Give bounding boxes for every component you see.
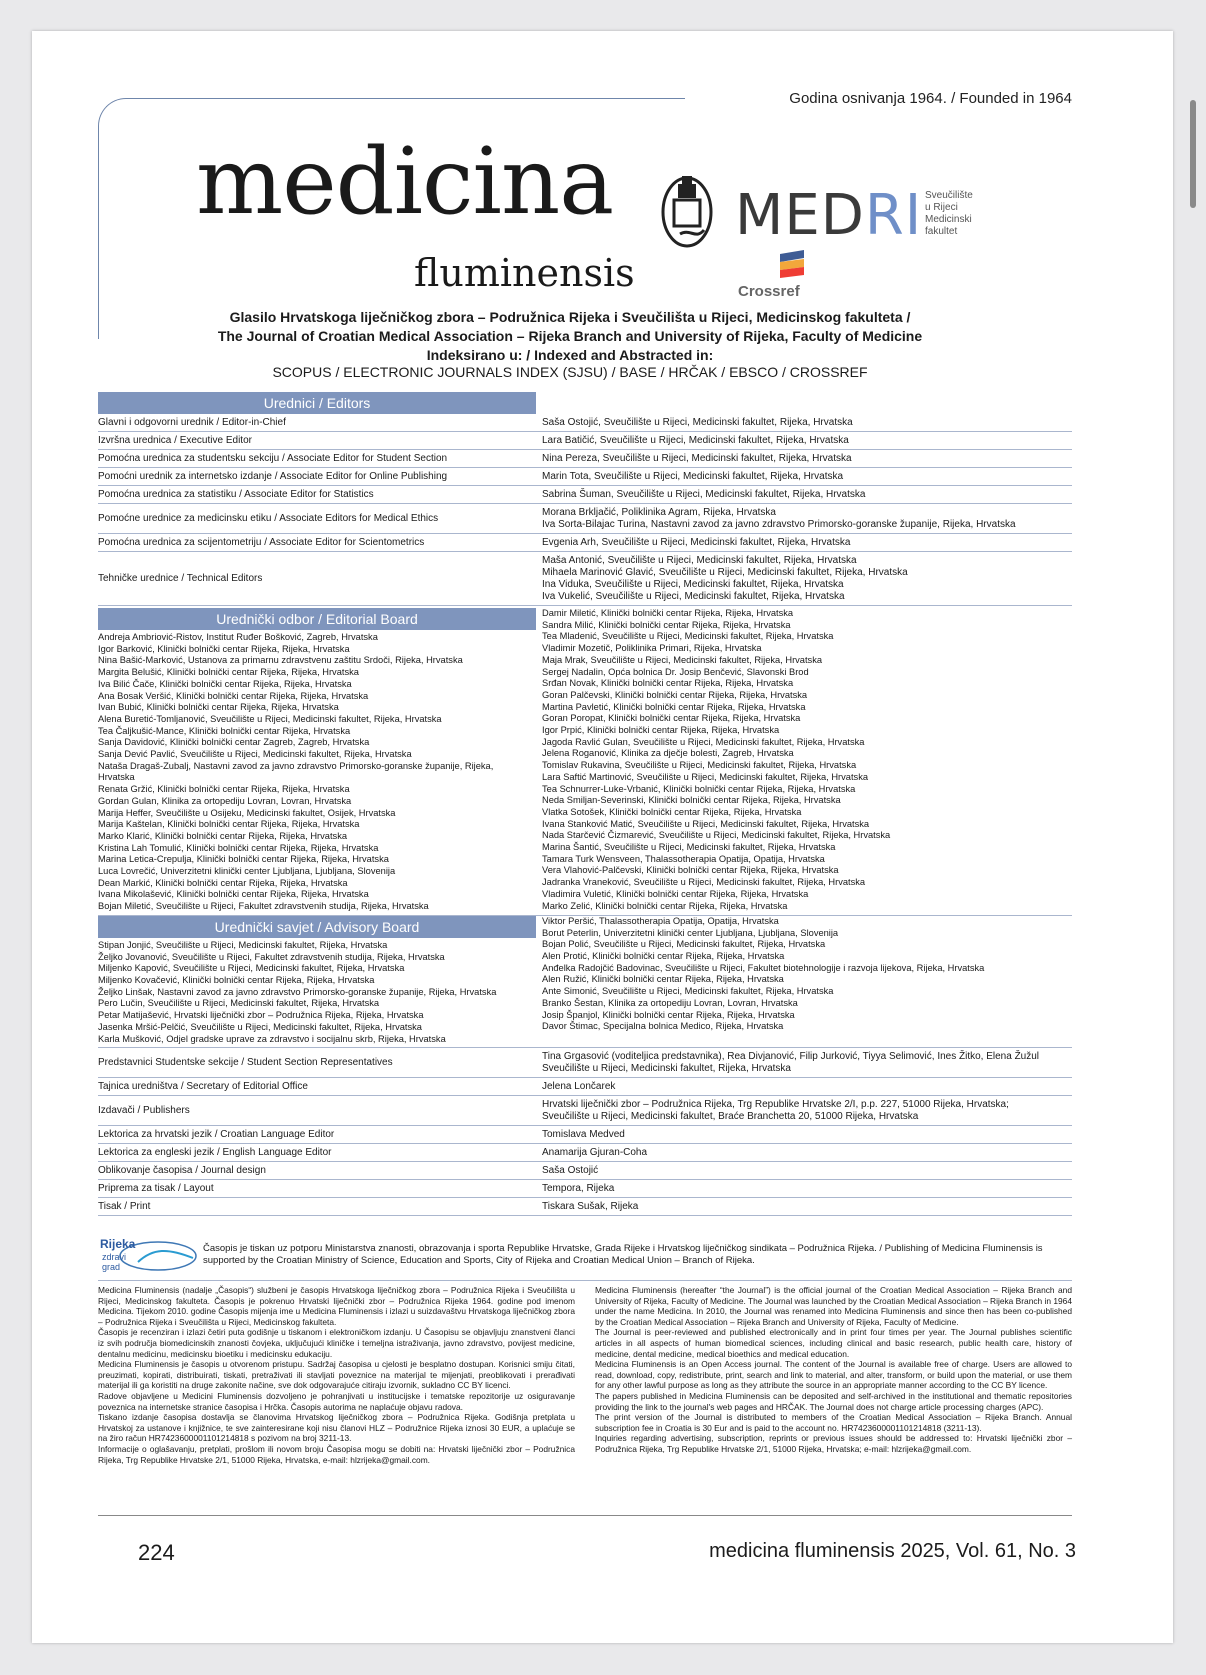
person-entry: Tiskara Sušak, Rijeka <box>542 1201 639 1213</box>
list-item: Jasenka Mršić-Pelčić, Sveučilište u Rijeci, Medicinski fakultet, Rijeka, Hrvatska <box>98 1021 422 1032</box>
person-entry: Maša Antonić, Sveučilište u Rijeci, Medicinski fakultet, Rijeka, Hrvatska <box>542 555 857 566</box>
list-item: Nada Starčević Čizmarević, Sveučilište u Rijeci, Medicinski fakultet, Rijeka, Hrvatska <box>542 830 891 841</box>
advisory-board-heading: Urednički savjet / Advisory Board <box>98 916 536 938</box>
rule <box>98 1280 1072 1281</box>
role-names <box>536 1078 1072 1095</box>
person-entry: Iva Vukelić, Sveučilište u Rijeci, Medicinski fakultet, Rijeka, Hrvatska <box>542 591 845 602</box>
list-item: Viktor Peršić, Thalassotherapia Opatija, Opatija, Hrvatska <box>542 915 779 926</box>
list-item: Sergej Nadalin, Opća bolnica Dr. Josip Benčević, Slavonski Brod <box>542 666 809 677</box>
list-item: Miljenko Kapović, Sveučilište u Rijeci, Medicinski fakultet, Rijeka, Hrvatska <box>98 963 405 974</box>
editors-heading: Urednici / Editors <box>98 392 536 414</box>
list-item: Marija Kaštelan, Klinički bolnički centar Rijeka, Rijeka, Hrvatska <box>98 819 360 830</box>
table-row <box>98 1096 1072 1126</box>
table-row <box>98 1144 1072 1162</box>
role-names <box>536 1144 1072 1161</box>
role-label: Tehničke urednice / Technical Editors <box>98 573 263 584</box>
medri-logo: MEDRI <box>735 183 923 248</box>
role-label: Pomoćna urednica za statistiku / Associate Editor for Statistics <box>98 489 374 500</box>
list-item: Sanja Dević Pavlić, Sveučilište u Rijeci, Medicinski fakultet, Rijeka, Hrvatska <box>98 749 412 760</box>
issue-citation: medicina fluminensis 2025, Vol. 61, No. 3 <box>709 1540 1076 1562</box>
role-names <box>536 534 1072 551</box>
editorial-table <box>98 392 1072 1216</box>
list-item: Vladimira Vuletić, Klinički bolnički centar Rijeka, Rijeka, Hrvatska <box>542 888 809 899</box>
person-entry: Hrvatski liječnički zbor – Podružnica Rijeka, Trg Republike Hrvatske 2/I, p.p. 227, 51000 Rijeka, Hrvatska; <box>542 1099 1009 1111</box>
table-row <box>98 450 1072 468</box>
about-croatian <box>98 1285 575 1465</box>
university-emblem-icon <box>660 170 714 248</box>
role-names <box>536 1096 1072 1125</box>
list-item: Tea Čaljkušić-Mance, Klinički bolnički centar Rijeka, Hrvatska <box>98 725 351 736</box>
role-names <box>536 1198 1072 1215</box>
role-names <box>536 432 1072 449</box>
person-entry: Lara Batičić, Sveučilište u Rijeci, Medicinski fakultet, Rijeka, Hrvatska <box>542 435 849 446</box>
list-item: Marko Klarić, Klinički bolnički centar Rijeka, Rijeka, Hrvatska <box>98 830 348 841</box>
list-item: Marina Šantić, Sveučilište u Rijeci, Medicinski fakultet, Rijeka, Hrvatska <box>542 842 836 853</box>
role-label: Glavni i odgovorni urednik / Editor-in-Chief <box>98 417 286 428</box>
list-item: Hrvatska <box>98 772 135 783</box>
table-row <box>98 1126 1072 1144</box>
person-entry: Tomislava Medved <box>542 1129 625 1141</box>
list-item: Lara Saftić Martinović, Sveučilište u Rijeci, Medicinski fakultet, Rijeka, Hrvatska <box>542 771 869 782</box>
table-row <box>98 1180 1072 1198</box>
person-entry: Mihaela Marinović Glavić, Sveučilište u Rijeci, Medicinski fakultet, Rijeka, Hrvatska <box>542 567 908 578</box>
list-item: Luca Lovrečić, Univerzitetni klinički center Ljubljana, Ljubljana, Slovenija <box>98 866 396 877</box>
role-names <box>536 1048 1072 1077</box>
list-item: Jagoda Ravlić Gulan, Sveučilište u Rijeci, Medicinski fakultet, Rijeka, Hrvatska <box>542 736 865 747</box>
crossref-icon <box>778 250 808 280</box>
founded-label: Godina osnivanja 1964. / Founded in 1964 <box>789 90 1072 107</box>
role-label: Pomoćne urednice za medicinsku etiku / Associate Editors for Medical Ethics <box>98 513 439 524</box>
list-item: Andreja Ambriović-Ristov, Institut Ruđer Bošković, Zagreb, Hrvatska <box>98 632 378 642</box>
role-names <box>536 468 1072 485</box>
person-entry: Nina Pereza, Sveučilište u Rijeci, Medicinski fakultet, Rijeka, Hrvatska <box>542 453 852 464</box>
paragraph: Medicina Fluminensis (nadalje „Časopis“) službeni je časopis Hrvatskoga liječničkog zbora – Podružnica Rijeka i Sveučilišta u Rijeci, Medicinskog fakulteta. Časopis je pokrenuo Hrvatski liječnički zbor – Podružnica Rijeka 1964. godine pod imenom Medicina. Tijekom 2010. godine Časopis mijenja ime u Medicina Fluminensis i izlazi u suizdavaštvu Hrvatskoga liječničkog zbora – Podružnica Rijeka i Sveučilišta u Rijeci, Medicinskog fakulteta. <box>98 1285 575 1327</box>
list-item: Tomislav Rukavina, Sveučilište u Rijeci, Medicinski fakultet, Rijeka, Hrvatska <box>542 760 857 771</box>
role-names <box>536 450 1072 467</box>
list-item: Iva Bilić Čače, Klinički bolnički centar Rijeka, Rijeka, Hrvatska <box>98 678 352 689</box>
table-row <box>98 486 1072 504</box>
list-item: Jelena Roganović, Klinika za dječje bolesti, Zagreb, Hrvatska <box>542 748 794 759</box>
indexed-list: SCOPUS / ELECTRONIC JOURNALS INDEX (SJSU) / BASE / HRČAK / EBSCO / CROSSREF <box>272 364 868 380</box>
person-entry: Morana Brkljačić, Poliklinika Agram, Rijeka, Hrvatska <box>542 507 776 518</box>
table-row <box>98 468 1072 486</box>
list-item: Stipan Jonjić, Sveučilište u Rijeci, Medicinski fakultet, Rijeka, Hrvatska <box>98 939 388 950</box>
list-item: Bojan Miletić, Sveučilište u Rijeci, Fakultet zdravstvenih studija, Rijeka, Hrvatska <box>98 901 429 912</box>
list-item: Marija Heffer, Sveučilište u Osijeku, Medicinski fakultet, Osijek, Hrvatska <box>98 807 396 818</box>
person-entry: Tempora, Rijeka <box>542 1183 615 1195</box>
person-entry: Marin Tota, Sveučilište u Rijeci, Medicinski fakultet, Rijeka, Hrvatska <box>542 471 844 482</box>
list-item: Dean Markić, Klinički bolnički centar Rijeka, Rijeka, Hrvatska <box>98 877 348 888</box>
list-item: Ivana Stanković Matić, Sveučilište u Rijeci, Medicinski fakultet, Rijeka, Hrvatska <box>542 818 870 829</box>
role-names <box>536 486 1072 503</box>
person-entry: Anamarija Gjuran-Coha <box>542 1147 648 1159</box>
list-item: Tea Schnurrer-Luke-Vrbanić, Klinički bolnički centar Rijeka, Rijeka, Hrvatska <box>542 783 856 794</box>
role-label: Pomoćna urednica za scijentometriju / Associate Editor for Scientometrics <box>98 537 425 548</box>
role-label: Predstavnici Studentske sekcije / Student Section Representatives <box>98 1057 393 1069</box>
role-label: Izvršna urednica / Executive Editor <box>98 435 252 446</box>
list-item: Petar Matijašević, Hrvatski liječnički zbor – Podružnica Rijeka, Rijeka, Hrvatska <box>98 1010 424 1021</box>
person-entry: Jelena Lončarek <box>542 1081 616 1093</box>
list-item: Anđelka Radojčić Badovinac, Sveučilište u Rijeci, Fakultet biotehnologije i razvoja lijekova, Rijeka, Hrvatska <box>542 962 985 973</box>
person-entry: Sabrina Šuman, Sveučilište u Rijeci, Medicinski fakultet, Rijeka, Hrvatska <box>542 489 866 500</box>
role-label: Pomoćni urednik za internetsko izdanje / Associate Editor for Online Publishing <box>98 471 448 482</box>
advisory-board <box>98 916 1072 1045</box>
role-names <box>536 552 1072 605</box>
scrollbar-thumb[interactable] <box>1190 100 1196 208</box>
list-item: Borut Peterlin, Univerzitetni klinički center Ljubljana, Ljubljana, Slovenija <box>542 927 839 938</box>
list-item: Kristina Lah Tomulić, Klinički bolnički centar Rijeka, Rijeka, Hrvatska <box>98 842 379 853</box>
table-row <box>98 414 1072 432</box>
list-item: Tamara Turk Wensveen, Thalassotherapia Opatija, Opatija, Hrvatska <box>542 853 825 864</box>
role-names <box>536 1180 1072 1197</box>
list-item: Maja Mrak, Sveučilište u Rijeci, Medicinski fakultet, Rijeka, Hrvatska <box>542 654 823 665</box>
list-item: Goran Poropat, Klinički bolnički centar Rijeka, Rijeka, Hrvatska <box>542 713 801 724</box>
about-section <box>98 1285 1072 1465</box>
paragraph: The Journal is peer-reviewed and published electronically and in print four times per year. The Journal publishes scientific articles in all aspects of human biomedical sciences, including clinical and basic research, public health care, history of medicine, dental medicine, medical bioethics and medical education. <box>595 1327 1072 1359</box>
list-item: Igor Barković, Klinički bolnički centar Rijeka, Rijeka, Hrvatska <box>98 643 350 654</box>
list-item: Jadranka Vraneković, Sveučilište u Rijeci, Medicinski fakultet, Rijeka, Hrvatska <box>542 877 866 888</box>
list-item: Željko Linšak, Nastavni zavod za javno zdravstvo Primorsko-goranske županije, Rijeka, Hrvatska <box>98 986 497 997</box>
list-item: Marina Letica-Crepulja, Klinički bolnički centar Rijeka, Rijeka, Hrvatska <box>98 854 389 865</box>
svg-text:zdravi: zdravi <box>102 1252 127 1262</box>
list-item: Martina Pavletić, Klinički bolnički centar Rijeka, Rijeka, Hrvatska <box>542 701 806 712</box>
paragraph: Informacije o oglašavanju, pretplati, prošlom ili novom broju Časopisa mogu se dobiti na: Hrvatski liječnički zbor – Podružnica Rijeka, Trg Republike Hrvatske 2/1, 51000 Rijeka, Hrvatska, e-mail: hlzrijeka@gmail.com. <box>98 1443 575 1465</box>
list-item: Neda Smiljan-Severinski, Klinički bolnički centar Rijeka, Rijeka, Hrvatska <box>542 795 841 806</box>
indexed-heading: Indeksirano u: / Indexed and Abstracted in: <box>426 347 714 363</box>
person-entry: Ina Viduka, Sveučilište u Rijeci, Medicinski fakultet, Rijeka, Hrvatska <box>542 579 844 590</box>
crossref-label: Crossref <box>738 283 800 300</box>
table-row <box>98 504 1072 534</box>
list-item: Vlatka Sotošek, Klinički bolnički centar Rijeka, Rijeka, Hrvatska <box>542 806 802 817</box>
editorial-board-heading: Urednički odbor / Editorial Board <box>98 608 536 630</box>
role-label: Izdavači / Publishers <box>98 1105 190 1117</box>
staff-list <box>98 1048 1072 1216</box>
editorial-board-right <box>536 608 1072 913</box>
role-names <box>536 1162 1072 1179</box>
table-row <box>98 1162 1072 1180</box>
table-row <box>98 1078 1072 1096</box>
list-item: Željko Jovanović, Sveučilište u Rijeci, Fakultet zdravstvenih studija, Rijeka, Hrvatska <box>98 951 445 962</box>
journal-affiliation-en: The Journal of Croatian Medical Association – Rijeka Branch and University of Rijeka, Faculty of Medicine <box>217 328 923 344</box>
person-entry: Sveučilište u Rijeci, Medicinski fakultet, Rijeka, Hrvatska <box>542 1063 791 1075</box>
role-label: Tisak / Print <box>98 1201 151 1213</box>
list-item: Margita Belušić, Klinički bolnički centar Rijeka, Rijeka, Hrvatska <box>98 667 359 678</box>
journal-title-main: medicina <box>196 128 614 235</box>
person-entry: Iva Sorta-Bilajac Turina, Nastavni zavod za javno zdravstvo Primorsko-goranske županije, Rijeka, Hrvatska <box>542 519 1016 530</box>
person-entry: Sveučilište u Rijeci, Medicinski fakultet, Braće Branchetta 20, 51000 Rijeka, Hrvatska <box>542 1111 919 1123</box>
university-subtitle: Sveučilište u Rijeci Medicinski fakultet <box>925 190 973 237</box>
list-item: Alen Protić, Klinički bolnički centar Rijeka, Rijeka, Hrvatska <box>542 950 785 961</box>
header-frame-top <box>225 98 685 99</box>
paragraph: The print version of the Journal is distributed to members of the Croatian Medical Association – Rijeka Branch. Annual subscription fee in Croatia is 30 Eur and is paid to the account no. HR7423600001101214818 (3211-13). <box>595 1412 1072 1433</box>
list-item: Ante Simonić, Sveučilište u Rijeci, Medicinski fakultet, Rijeka, Hrvatska <box>542 986 834 997</box>
list-item: Miljenko Kovačević, Klinički bolnički centar Rijeka, Rijeka, Hrvatska <box>98 974 375 985</box>
paragraph: Inquiries regarding advertising, subscription, reprints or previous issues should be addressed to: Hrvatski liječnički zbor – Podružnica Rijeka, Trg Republike Hrvatske 2/1, 51000 Rijeka, Hrvatska; e-mail: hlzrijeka@gmail.com. <box>595 1433 1072 1454</box>
person-entry: Saša Ostojić, Sveučilište u Rijeci, Medicinski fakultet, Rijeka, Hrvatska <box>542 417 853 428</box>
list-item: Bojan Polić, Sveučilište u Rijeci, Medicinski fakultet, Rijeka, Hrvatska <box>542 939 826 950</box>
rule <box>98 1515 1072 1516</box>
list-item: Tea Mladenić, Sveučilište u Rijeci, Medicinski fakultet, Rijeka, Hrvatska <box>542 631 834 642</box>
role-label: Lektorica za engleski jezik / English Language Editor <box>98 1147 332 1159</box>
role-names <box>536 414 1072 431</box>
editorial-board-left <box>98 632 536 913</box>
list-item: Goran Palčevski, Klinički bolnički centar Rijeka, Rijeka, Hrvatska <box>542 689 808 700</box>
list-item: Nina Bašić-Marković, Ustanova za primarnu zdravstvenu zaštitu Srdoči, Rijeka, Hrvatska <box>98 655 463 666</box>
paragraph: Radove objavljene u Medicini Fluminensis dozvoljeno je pohranjivati u institucijske i tematske repozitorije uz osiguravanje poveznica na internetske stranice časopisa i Hrčka. Časopis autorima ne naplaćuje objavu radova. <box>98 1390 575 1412</box>
list-item: Srđan Novak, Klinički bolnički centar Rijeka, Rijeka, Hrvatska <box>542 678 794 689</box>
editorial-board <box>98 608 1072 913</box>
list-item: Damir Miletić, Klinički bolnički centar Rijeka, Rijeka, Hrvatska <box>542 608 794 618</box>
table-row <box>98 1048 1072 1078</box>
paragraph: Medicina Fluminensis je časopis u otvorenom pristupu. Sadržaj časopisa u cjelosti je besplatno dostupan. Korisnici smiju čitati, preuzimati, kopirati, distribuirati, tiskati, pretraživati ili stavljati poveznice na materijal te mijenjati, preoblikovati i prerađivati materijal ili ga koristiti na druge zakonite načine, sve dok odgovarajuće citiraju izvornik, sukladno CC BY licenci. <box>98 1359 575 1391</box>
role-names <box>536 1126 1072 1143</box>
person-entry: Saša Ostojić <box>542 1165 599 1177</box>
sponsor-block <box>98 1236 1072 1274</box>
role-label: Priprema za tisak / Layout <box>98 1183 214 1195</box>
list-item: Marko Zelić, Klinički bolnički centar Rijeka, Rijeka, Hrvatska <box>542 900 788 911</box>
advisory-board-left <box>98 940 536 1045</box>
list-item: Alen Ružić, Klinički bolnički centar Rijeka, Rijeka, Hrvatska <box>542 974 784 985</box>
list-item: Ivan Bubić, Klinički bolnički centar Rijeka, Rijeka, Hrvatska <box>98 702 339 713</box>
list-item: Sanja Davidović, Klinički bolnički centar Zagreb, Zagreb, Hrvatska <box>98 737 370 748</box>
paragraph: Medicina Fluminensis (hereafter “the Journal”) is the official journal of the Croatian Medical Association – Rijeka Branch and University of Rijeka, Faculty of Medicine. The Journal was launched by the Croatian Medical Association – Rijeka Branch in 1964 under the name Medicina. In 2010, the Journal was renamed into Medicina Fluminensis and since then has been co-published by the Croatian Medical Association – Rijeka Branch and University of Rijeka, Faculty of Medicine. <box>595 1285 1072 1327</box>
svg-text:Rijeka: Rijeka <box>100 1237 136 1251</box>
list-item: Ivana Mikolašević, Klinički bolnički centar Rijeka, Rijeka, Hrvatska <box>98 889 369 900</box>
list-item: Gordan Gulan, Klinika za ortopediju Lovran, Lovran, Hrvatska <box>98 795 352 806</box>
advisory-board-right <box>536 916 1072 1045</box>
person-entry: Evgenia Arh, Sveučilište u Rijeci, Medicinski fakultet, Rijeka, Hrvatska <box>542 537 851 548</box>
journal-title-sub: fluminensis <box>414 251 635 295</box>
list-item: Renata Gržić, Klinički bolnički centar Rijeka, Rijeka, Hrvatska <box>98 784 350 795</box>
list-item: Ana Bosak Veršić, Klinički bolnički centar Rijeka, Rijeka, Hrvatska <box>98 690 369 701</box>
role-label: Oblikovanje časopisa / Journal design <box>98 1165 266 1177</box>
list-item: Nataša Dragaš-Zubalj, Nastavni zavod za javno zdravstvo Primorsko-goranske županije, Rijeka, <box>98 760 494 771</box>
person-entry: Tina Grgasović (voditeljica predstavnika), Rea Divjanović, Filip Jurković, Tiyya Selimović, Ines Žitko, Elena Žužul <box>542 1051 1040 1063</box>
role-label: Lektorica za hrvatski jezik / Croatian Language Editor <box>98 1129 335 1141</box>
list-item: Karla Mušković, Odjel gradske uprave za zdravstvo i socijalnu skrb, Rijeka, Hrvatska <box>98 1033 446 1044</box>
table-row <box>98 432 1072 450</box>
role-names <box>536 504 1072 533</box>
role-label: Pomoćna urednica za studentsku sekciju / Associate Editor for Student Section <box>98 453 448 464</box>
paragraph: Časopis je recenziran i izlazi četiri puta godišnje u tiskanom i elektroničkom izdanju. U Časopisu se objavljuju znanstveni članci iz svih područja biomedicinskih znanosti čovjeka, uključujući kliničke i temeljna istraživanja, javno zdravstvo, povijest medicine, dentalnu medicinu, medicinsku bioetiku i medicinsku edukaciju. <box>98 1327 575 1359</box>
journal-affiliation-hr: Glasilo Hrvatskoga liječničkog zbora – Podružnica Rijeka i Sveučilišta u Rijeci, Medicinskog fakulteta / <box>229 309 911 325</box>
list-item: Igor Prpić, Klinički bolnički centar Rijeka, Rijeka, Hrvatska <box>542 725 780 736</box>
list-item: Davor Štimac, Specijalna bolnica Medico, Rijeka, Hrvatska <box>542 1021 784 1032</box>
paragraph: Medicina Fluminensis is an Open Access journal. The content of the Journal is available free of charge. Users are allowed to read, download, copy, redistribute, print, search and link to material, and alter, transform, or build upon the material, or use them for any other lawful purpose as long as they attribute the source in an appropriate manner according to the CC BY licence. <box>595 1359 1072 1391</box>
list-item: Alena Buretić-Tomljanović, Sveučilište u Rijeci, Medicinski fakultet, Rijeka, Hrvatska <box>98 713 442 724</box>
paragraph: Tiskano izdanje časopisa dostavlja se članovima Hrvatskog liječničkog zbora – Podružnica Rijeka. Godišnja pretplata u Hrvatskoj za ustanove i knjižnice, te sve zainteresirane koji nisu članovi HLZ – Podružnice Rijeka iznosi 30 EUR, a uplaćuje se na žiro račun HR7423600001101214818 s pozivom na broj 3211-13. <box>98 1412 575 1444</box>
about-english <box>595 1285 1072 1465</box>
list-item: Vladimir Mozetič, Poliklinika Primari, Rijeka, Hrvatska <box>542 643 762 654</box>
list-item: Branko Šestan, Klinika za ortopediju Lovran, Lovran, Hrvatska <box>542 997 798 1008</box>
svg-text:grad: grad <box>102 1262 121 1272</box>
list-item: Sandra Milić, Klinički bolnički centar Rijeka, Rijeka, Hrvatska <box>542 619 791 630</box>
rijeka-healthy-city-logo <box>98 1236 198 1274</box>
paragraph: The papers published in Medicina Fluminensis can be deposited and self-archived in the institutional and thematic repositories providing the link to the journal's web pages and HRČAK. The Journal does not charge article processing charges (APC). <box>595 1390 1072 1412</box>
list-item: Pero Lučin, Sveučilište u Rijeci, Medicinski fakultet, Rijeka, Hrvatska <box>98 998 380 1009</box>
list-item: Vera Vlahović-Palčevski, Klinički bolnički centar Rijeka, Rijeka, Hrvatska <box>542 865 839 876</box>
table-row <box>98 1198 1072 1216</box>
editors-list <box>98 414 1072 606</box>
table-row <box>98 552 1072 606</box>
table-row <box>98 534 1072 552</box>
role-label: Tajnica uredništva / Secretary of Editorial Office <box>98 1081 308 1093</box>
sponsor-text: Časopis je tiskan uz potporu Ministarstva znanosti, obrazovanja i sporta Republike Hrvatske, Grada Rijeke i Hrvatskog liječničkog sindikata – Podružnica Rijeka. / Publishing of Medicina Fluminensis is supported by the Croatian Ministry of Science, Education and Sports, City of Rijeka and Croatian Medical Union – Branch of Rijeka. <box>203 1243 1043 1266</box>
page-number: 224 <box>138 1540 175 1565</box>
list-item: Josip Španjol, Klinički bolnički centar Rijeka, Rijeka, Hrvatska <box>542 1009 795 1020</box>
